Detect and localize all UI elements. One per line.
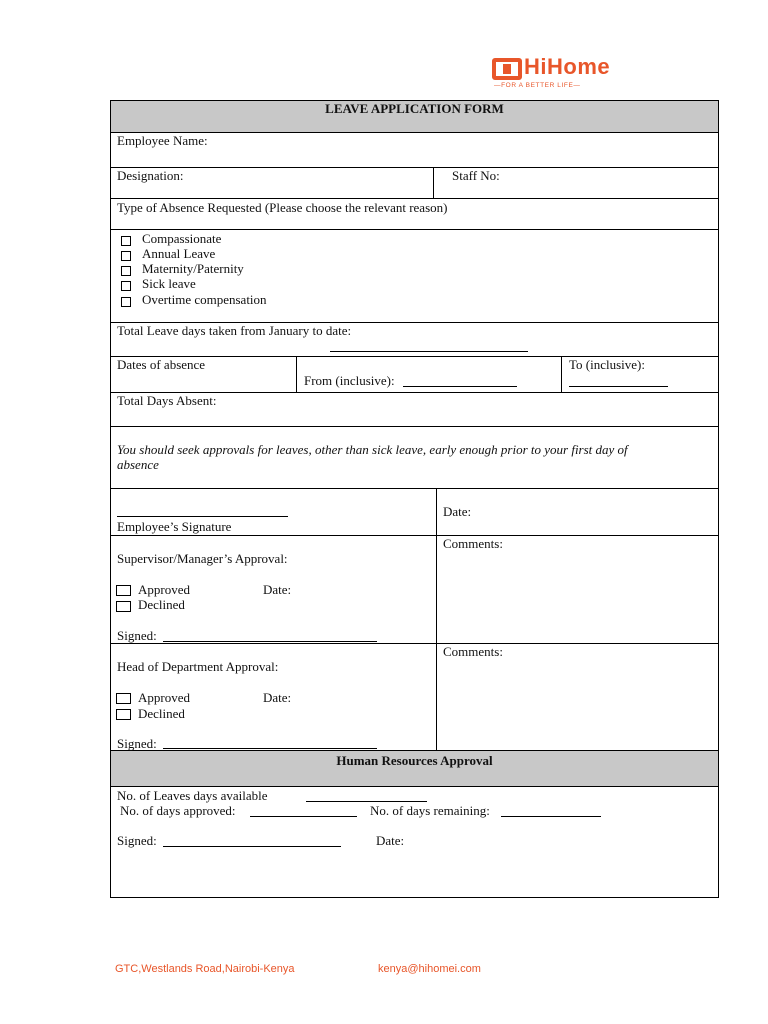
days-approved-blank[interactable] [250,816,357,817]
reason-checkbox-overtime[interactable] [121,297,131,307]
to-label: To (inclusive): [569,357,645,372]
company-logo [478,50,632,98]
total-days-absent-label: Total Days Absent: [117,393,217,408]
staff-no-label: Staff No: [452,168,500,183]
reason-label: Sick leave [142,276,196,291]
total-leave-taken-blank[interactable] [330,351,528,352]
reason-checkbox-maternity-paternity[interactable] [121,266,131,276]
leaves-available-blank[interactable] [306,801,427,802]
from-label: From (inclusive): [304,373,395,388]
supervisor-approved-checkbox[interactable] [116,585,131,596]
employee-date-label: Date: [443,504,472,519]
supervisor-date-label: Date: [263,582,292,597]
employee-name-label: Employee Name: [117,133,208,148]
reason-label: Annual Leave [142,246,216,261]
from-blank[interactable] [403,386,517,387]
supervisor-comments-label: Comments: [443,536,503,551]
supervisor-signed-label: Signed: [117,628,157,643]
supervisor-signed-blank[interactable] [163,641,377,642]
form-title: LEAVE APPLICATION FORM [325,101,504,116]
days-approved-label: No. of days approved: [120,803,236,818]
reason-checkbox-annual-leave[interactable] [121,251,131,261]
hod-date-label: Date: [263,690,292,705]
days-remaining-label: No. of days remaining: [370,803,490,818]
reason-checkbox-sick-leave[interactable] [121,281,131,291]
leaves-available-label: No. of Leaves days available [117,788,268,803]
supervisor-approved-label: Approved [138,582,190,597]
logo-mark-icon [492,58,522,80]
supervisor-declined-checkbox[interactable] [116,601,131,612]
hod-approval-label: Head of Department Approval: [117,659,279,674]
hod-comments-label: Comments: [443,644,503,659]
reason-label: Maternity/Paternity [142,261,244,276]
reason-label: Overtime compensation [142,292,267,307]
reason-checkbox-compassionate[interactable] [121,236,131,246]
hod-declined-checkbox[interactable] [116,709,131,720]
hr-signed-label: Signed: [117,833,157,848]
employee-signature-label: Employee’s Signature [117,519,232,534]
footer-address: GTC,Westlands Road,Nairobi-Kenya [115,963,295,975]
reason-label: Compassionate [142,231,222,246]
total-leave-taken-label: Total Leave days taken from January to date: [117,323,352,338]
hod-signed-label: Signed: [117,736,157,751]
hod-approved-checkbox[interactable] [116,693,131,704]
hod-signed-blank[interactable] [163,748,377,749]
footer-email[interactable]: kenya@hihomei.com [378,963,481,975]
logo-tagline: —FOR A BETTER LIFE— [494,82,581,89]
hod-declined-label: Declined [138,706,185,721]
hr-date-label: Date: [376,833,405,848]
hr-signed-blank[interactable] [163,846,341,847]
supervisor-approval-label: Supervisor/Manager’s Approval: [117,551,288,566]
dates-of-absence-label: Dates of absence [117,357,206,372]
approval-notice: You should seek approvals for leaves, other than sick leave, early enough prior to your first day of [117,442,628,457]
hod-approved-label: Approved [138,690,190,705]
supervisor-declined-label: Declined [138,597,185,612]
to-blank[interactable] [569,386,668,387]
logo-name: HiHome [524,54,611,79]
absence-type-label: Type of Absence Requested (Please choose the relevant reason) [117,200,448,215]
hr-approval-title: Human Resources Approval [336,753,493,768]
approval-notice-cont: absence [117,457,159,472]
days-remaining-blank[interactable] [501,816,601,817]
designation-label: Designation: [117,168,184,183]
employee-signature-blank[interactable] [117,516,288,517]
